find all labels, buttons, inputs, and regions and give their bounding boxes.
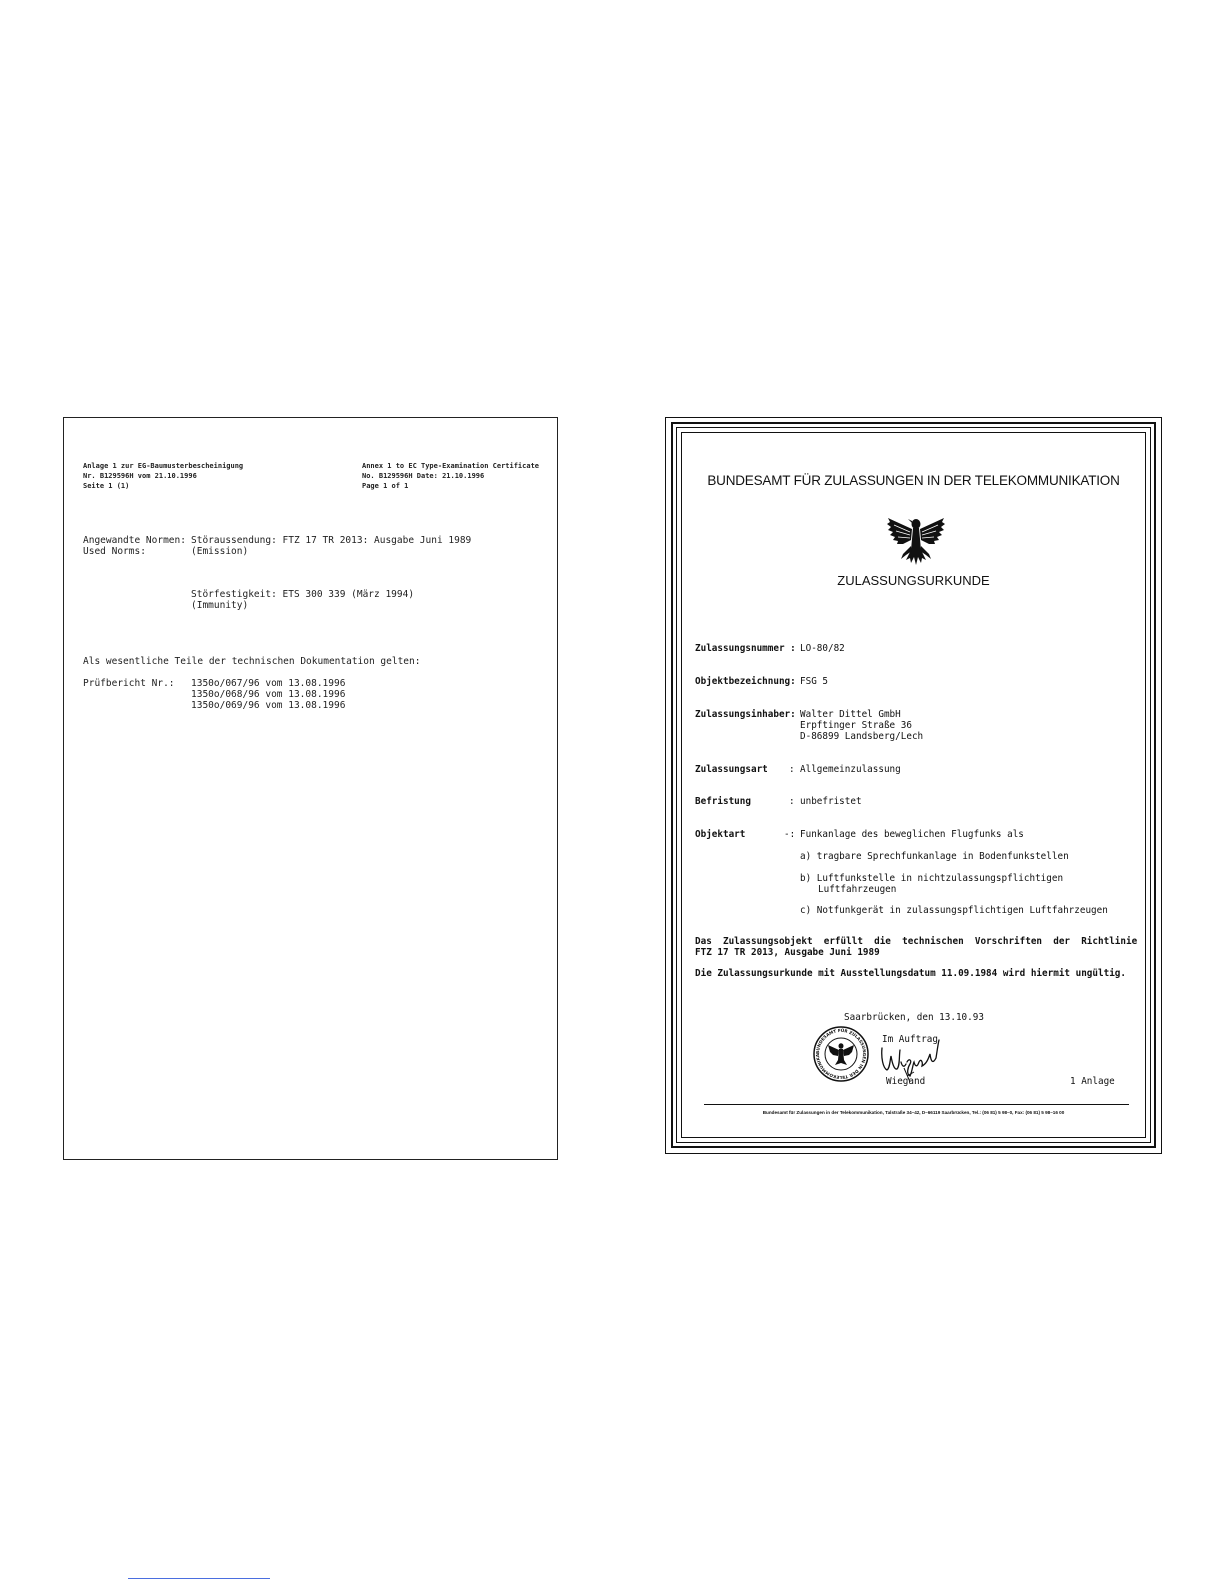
certificate-document [665,417,1162,1154]
compliance-statement-cont: FTZ 17 TR 2013, Ausgabe Juni 1989 [695,947,880,958]
issuing-authority: BUNDESAMT FÜR ZULASSUNGEN IN DER TELEKOMMUNIKATION [707,473,1120,488]
holder-line: Erpftinger Straße 36 [800,720,912,731]
kind-item-b: b) Luftfunkstelle in nichtzulassungspflichtigen [800,873,1064,884]
annex-header-left [83,461,243,491]
type-value: Allgemeinzulassung [800,764,901,775]
header-left-line-1: Anlage 1 zur EG-Baumusterbescheinigung [83,462,244,470]
document-title: ZULASSUNGSURKUNDE [837,573,990,588]
immunity-sub: (Immunity) [191,600,249,611]
holder-line: Walter Dittel GmbH [800,709,901,720]
type-label: Zulassungsart [695,764,768,775]
federal-eagle-icon [884,510,948,570]
signature [876,1034,946,1082]
svg-text:BUNDESAMT FÜR ZULASSUNGEN IN D: BUNDESAMT FÜR ZULASSUNGEN IN DER TELEKOMMUNIKA [814,1027,868,1081]
footer-divider [704,1104,1129,1105]
official-seal-icon [813,1026,869,1082]
norms-label-de: Angewandte Normen: [83,535,186,546]
on-behalf: Im Auftrag [882,1034,938,1045]
immunity-norm: Störfestigkeit: ETS 300 339 (März 1994) [191,589,415,600]
number-label: Zulassungsnummer : [695,643,796,654]
compliance-statement: Das Zulassungsobjekt erfüllt die technischen Vorschriften der Richtlinie [695,936,1138,947]
report-item: 1350o/068/96 vom 13.08.1996 [191,689,346,700]
norms-label-en: Used Norms: [83,546,146,557]
holder-label: Zulassungsinhaber: [695,709,796,720]
header-left-line-2: Nr. B129596H vom 21.10.1996 [83,472,197,480]
kind-item-a: a) tragbare Sprechfunkanlage in Bodenfunkstellen [800,851,1069,862]
header-left-line-3: Seite 1 (1) [83,482,130,490]
kind-value: Funkanlage des beweglichen Flugfunks als [800,829,1024,840]
emission-sub: (Emission) [191,546,249,557]
object-label: Objektbezeichnung: [695,676,796,687]
number-value: LO-80/82 [800,643,845,654]
header-right-line-3: Page 1 of 1 [362,482,409,490]
kind-item-b-cont: Luftfahrzeugen [818,884,897,895]
term-colon: : [789,796,795,807]
object-value: FSG 5 [800,676,828,687]
kind-label: Objektart [695,829,746,840]
signatory-name: Wiegand [886,1076,926,1087]
invalidation-statement: Die Zulassungsurkunde mit Ausstellungsdatum 11.09.1984 wird hiermit ungültig. [695,968,1126,979]
page-link-underline[interactable] [128,1578,270,1579]
type-colon: : [789,764,795,775]
place-date: Saarbrücken, den 13.10.93 [844,1012,984,1023]
header-right-line-1: Annex 1 to EC Type-Examination Certificate [362,462,540,470]
annex-header-right [362,461,539,491]
kind-item-c: c) Notfunkgerät in zulassungspflichtigen Luftfahrzeugen [800,905,1108,916]
report-item: 1350o/069/96 vom 13.08.1996 [191,700,346,711]
header-right-line-2: No. B129596H Date: 21.10.1996 [362,472,485,480]
annex-document [63,417,558,1160]
authority-footer: Bundesamt für Zulassungen in der Telekommunikation, Talstraße 34–42, D–66119 Saarbrücken, Tel.: (06 81) 5 98–0, Fax: (06 81) 5 98–16 00 [762,1110,1065,1115]
kind-colon: -: [784,829,796,840]
docs-intro: Als wesentliche Teile der technischen Dokumentation gelten: [83,656,421,667]
holder-line: D-86899 Landsberg/Lech [800,731,924,742]
report-label: Prüfbericht Nr.: [83,678,175,689]
term-value: unbefristet [800,796,862,807]
annex-count: 1 Anlage [1070,1076,1115,1087]
term-label: Befristung [695,796,751,807]
emission-norm: Störaussendung: FTZ 17 TR 2013: Ausgabe Juni 1989 [191,535,472,546]
report-item: 1350o/067/96 vom 13.08.1996 [191,678,346,689]
